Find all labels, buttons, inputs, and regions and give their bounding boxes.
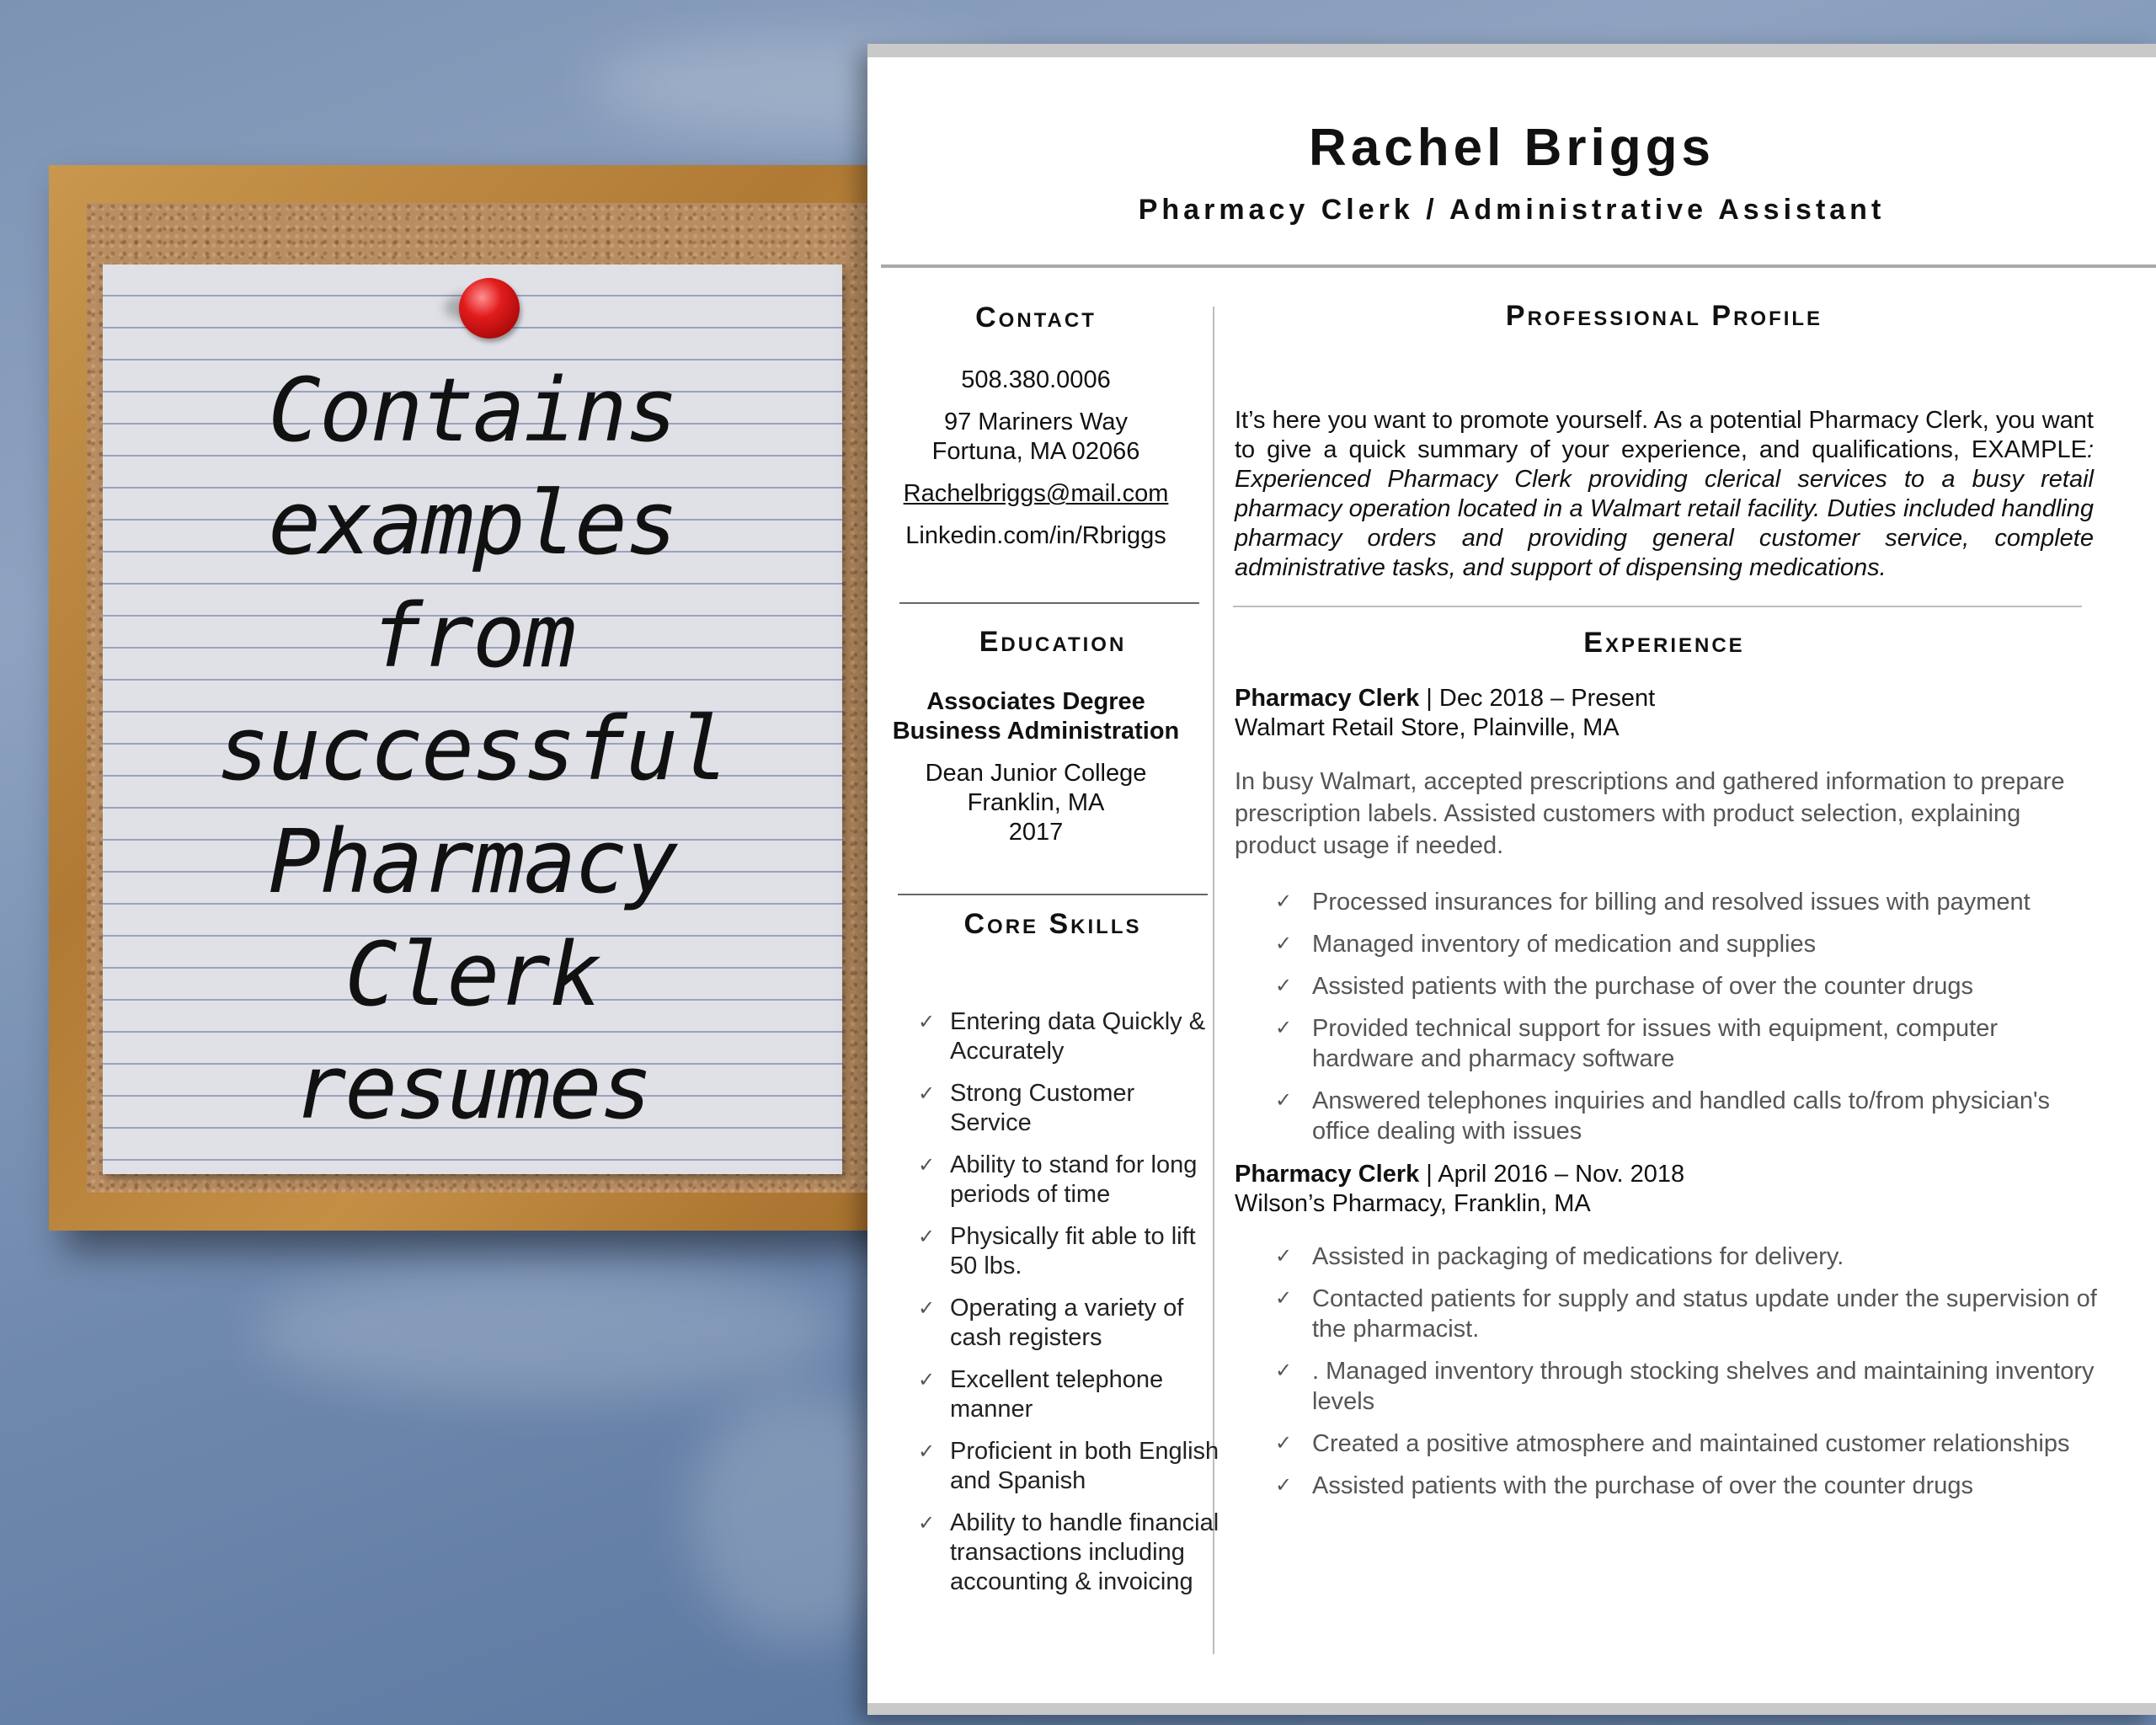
check-icon: ✓ — [918, 1369, 936, 1391]
education-block — [867, 687, 1204, 847]
duty-text: Processed insurances for billing and resolved issues with payment — [1312, 889, 2031, 916]
duty-text: Contacted patients for supply and status update under the supervision of the pharmacist. — [1312, 1285, 2097, 1343]
note-line: Pharmacy — [268, 810, 677, 913]
profile-intro: It’s here you want to promote yourself. As a potential Pharmacy Clerk, you want to give a quick summary of your experience, and qualifications, EXAMPLE — [1235, 407, 2094, 463]
profile-heading: Professional Profile — [1505, 300, 1823, 332]
contact-phone: 508.380.0006 — [961, 366, 1111, 393]
check-icon: ✓ — [1275, 1089, 1293, 1112]
check-icon: ✓ — [1275, 1359, 1293, 1382]
education-degree: Associates Degree — [926, 688, 1145, 715]
pushpin-icon — [459, 278, 520, 339]
list-item — [1235, 887, 2097, 917]
resume-name: Rachel Briggs — [1309, 119, 1715, 177]
job-header — [1235, 1160, 2097, 1189]
contact-heading: Contact — [975, 302, 1097, 334]
contact-address-line2: Fortuna, MA 02066 — [931, 438, 1140, 465]
check-icon: ✓ — [918, 1226, 936, 1248]
list-item — [884, 1294, 1221, 1353]
check-icon: ✓ — [918, 1297, 936, 1320]
job-duties — [1235, 887, 2097, 1146]
check-icon: ✓ — [918, 1011, 936, 1033]
check-icon: ✓ — [918, 1440, 936, 1463]
skill-text: Operating a variety of cash registers — [950, 1295, 1184, 1351]
check-icon: ✓ — [918, 1154, 936, 1177]
skill-text: Entering data Quickly & Accurately — [950, 1008, 1206, 1065]
list-item — [1235, 929, 2097, 959]
skill-text: Proficient in both English and Spanish — [950, 1438, 1219, 1494]
duty-text: Assisted in packaging of medications for delivery. — [1312, 1243, 1844, 1270]
section-divider — [898, 894, 1208, 895]
check-icon: ✓ — [1275, 1245, 1293, 1268]
list-item — [1235, 1356, 2097, 1417]
note-line: examples — [268, 472, 677, 574]
skill-text: Excellent telephone manner — [950, 1366, 1164, 1423]
duty-text: Provided technical support for issues with equipment, computer hardware and pharmacy software — [1312, 1015, 1999, 1072]
resume-page — [867, 44, 2156, 1715]
job-employer: Wilson’s Pharmacy, Franklin, MA — [1235, 1190, 1591, 1217]
note-line: resumes — [293, 1036, 652, 1139]
note-line: Clerk — [344, 923, 600, 1026]
list-item — [884, 1222, 1221, 1281]
profile-text — [1235, 406, 2094, 583]
list-item — [884, 1079, 1221, 1138]
skill-text: Strong Customer Service — [950, 1080, 1135, 1136]
job-duties — [1235, 1242, 2097, 1501]
job-role: Pharmacy Clerk — [1235, 685, 1420, 712]
job-employer: Walmart Retail Store, Plainville, MA — [1235, 714, 1620, 741]
education-field: Business Administration — [892, 718, 1180, 745]
duty-text: Created a positive atmosphere and maintained customer relationships — [1312, 1430, 2070, 1457]
note-handwritten-text — [103, 354, 842, 1144]
list-item — [884, 1365, 1221, 1424]
check-icon: ✓ — [918, 1082, 936, 1105]
education-school: Dean Junior College — [925, 760, 1147, 787]
check-icon: ✓ — [1275, 1432, 1293, 1455]
skill-text: Physically fit able to lift 50 lbs. — [950, 1223, 1196, 1279]
check-icon: ✓ — [918, 1512, 936, 1535]
job-role: Pharmacy Clerk — [1235, 1161, 1420, 1188]
list-item — [884, 1509, 1221, 1597]
header-divider — [881, 264, 2156, 268]
list-item — [1235, 1471, 2097, 1501]
duty-text: Answered telephones inquiries and handled calls to/from physician's office dealing with issues — [1312, 1087, 2051, 1145]
education-heading: Education — [979, 626, 1127, 658]
list-item — [1235, 1013, 2097, 1074]
check-icon: ✓ — [1275, 890, 1293, 913]
duty-text: Assisted patients with the purchase of over the counter drugs — [1312, 1472, 1974, 1499]
note-line: from — [370, 585, 575, 687]
skills-list — [884, 1007, 1221, 1610]
list-item — [884, 1007, 1221, 1066]
contact-address-line1: 97 Mariners Way — [943, 409, 1129, 435]
duty-text: Managed inventory of medication and supplies — [1312, 931, 1817, 958]
resume-title: Pharmacy Clerk / Administrative Assistant — [1138, 194, 1886, 226]
skill-text: Ability to handle financial transactions including accounting & invoicing — [950, 1509, 1219, 1595]
sky-cloud — [253, 1263, 842, 1398]
note-line: Contains — [268, 359, 677, 462]
list-item — [1235, 971, 2097, 1001]
check-icon: ✓ — [1275, 932, 1293, 955]
job-description: In busy Walmart, accepted prescriptions and gathered information to prepare prescription labels. Assisted customers with product selection, explaining product usage if needed. — [1235, 768, 2065, 859]
profile-example: : Experienced Pharmacy Clerk providing clerical services to a busy retail pharmacy operation located in a Walmart retail facility. Duties included handling pharmacy orders and providing general customer service, complete administrative tasks, and support of dispensing medications. — [1235, 436, 2094, 581]
skills-heading: Core Skills — [963, 908, 1142, 940]
section-divider — [1233, 606, 2082, 607]
duty-text: Assisted patients with the purchase of over the counter drugs — [1312, 973, 1974, 1000]
list-item — [1235, 1086, 2097, 1146]
section-divider — [899, 602, 1199, 604]
contact-linkedin: Linkedin.com/in/Rbriggs — [905, 522, 1166, 549]
list-item — [884, 1437, 1221, 1496]
experience-heading: Experience — [1583, 627, 1745, 659]
check-icon: ✓ — [1275, 1474, 1293, 1497]
job-dates: | April 2016 – Nov. 2018 — [1419, 1161, 1685, 1188]
list-item — [1235, 1429, 2097, 1459]
note-line: successful — [216, 697, 728, 800]
job-dates: | Dec 2018 – Present — [1419, 685, 1656, 712]
list-item — [884, 1151, 1221, 1210]
job-header — [1235, 684, 2097, 713]
experience-block — [1235, 684, 2097, 1513]
duty-text: . Managed inventory through stocking shelves and maintaining inventory levels — [1312, 1358, 2095, 1415]
skill-text: Ability to stand for long periods of time — [950, 1151, 1198, 1208]
check-icon: ✓ — [1275, 975, 1293, 997]
check-icon: ✓ — [1275, 1017, 1293, 1039]
list-item — [1235, 1242, 2097, 1272]
contact-email-link[interactable]: Rachelbriggs@mail.com — [903, 480, 1169, 507]
check-icon: ✓ — [1275, 1287, 1293, 1310]
list-item — [1235, 1284, 2097, 1344]
education-year: 2017 — [1008, 819, 1064, 846]
education-location: Franklin, MA — [967, 789, 1105, 816]
contact-block — [867, 366, 1204, 551]
